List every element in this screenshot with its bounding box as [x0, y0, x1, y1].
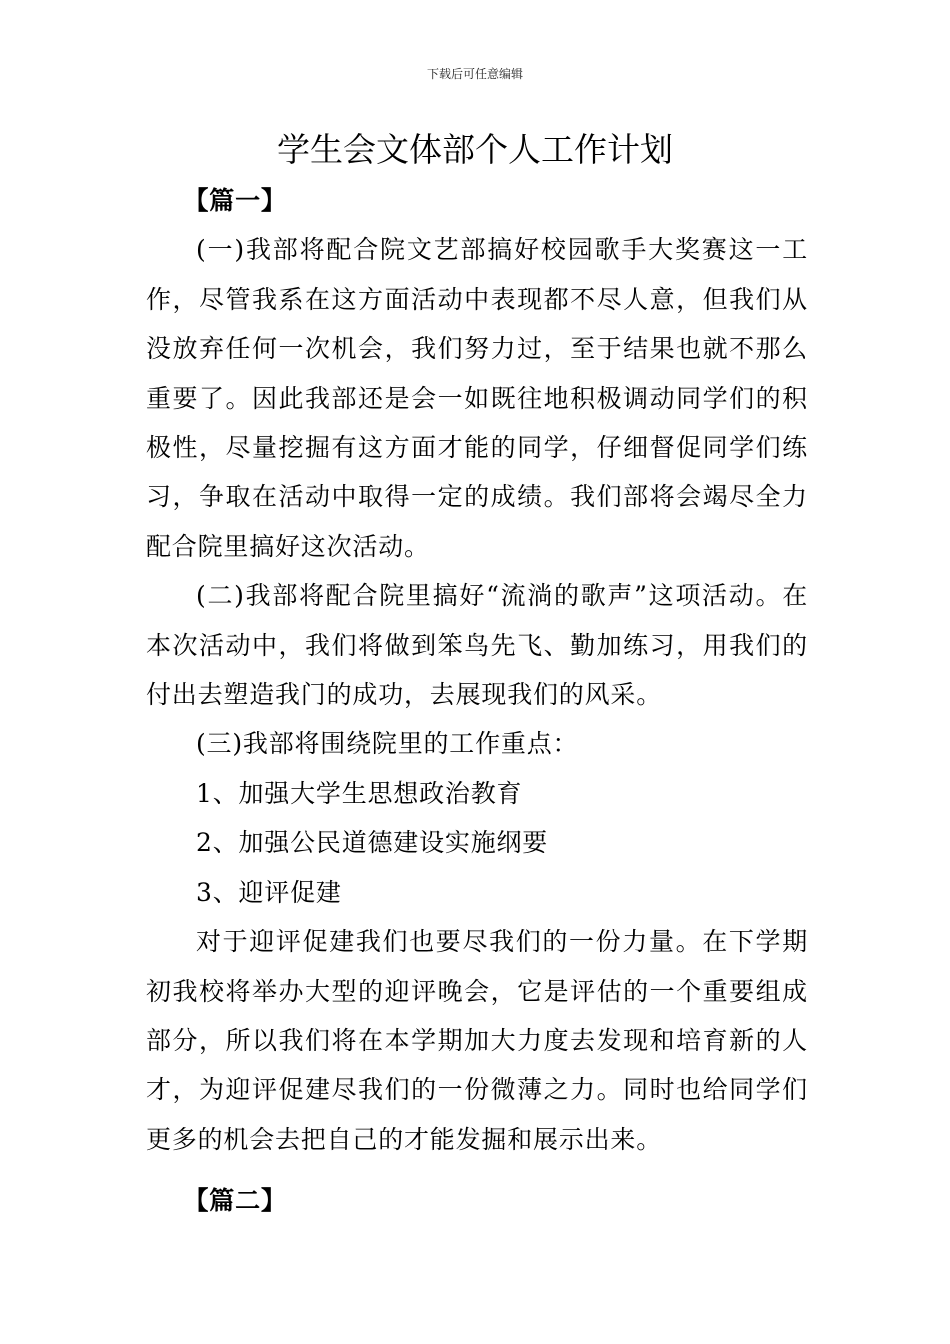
section-heading-1: 【篇一】 — [183, 186, 287, 215]
paragraph-4: 对于迎评促建我们也要尽我们的一份力量。在下学期初我校将举办大型的迎评晚会，它是评估的一个重要组成部分，所以我们将在本学期加大力度去发现和培育新的人才，为迎评促建尽我们的一份微薄之力。同时也给同学们更多的机会去把自己的才能发掘和展示出来。 — [146, 927, 808, 1154]
paragraph-2: (二)我部将配合院里搞好“流淌的歌声”这项活动。在本次活动中，我们将做到笨鸟先飞、勤加练习，用我们的付出去塑造我门的成功，去展现我们的风采。 — [146, 581, 808, 710]
list-item-3: 3、迎评促建 — [196, 877, 342, 907]
document-body — [146, 176, 808, 1226]
list-item-2: 2、加强公民道德建设实施纲要 — [196, 828, 549, 858]
section-heading-2: 【篇二】 — [183, 1186, 287, 1216]
document-title: 学生会文体部个人工作计划 — [277, 130, 673, 169]
page-header-note: 下载后可任意编辑 — [426, 67, 523, 81]
list-item-1: 1、加强大学生思想政治教育 — [196, 778, 523, 808]
paragraph-1: (一)我部将配合院文艺部搞好校园歌手大奖赛这一工作，尽管我系在这方面活动中表现都不尽人意，但我们从没放弃任何一次机会，我们努力过，至于结果也就不那么重要了。因此我部还是会一如既往地积极调动同学们的积极性，尽量挖掘有这方面才能的同学，仔细督促同学们练习，争取在活动中取得一定的成绩。我们部将会竭尽全力配合院里搞好这次活动。 — [146, 235, 808, 561]
paragraph-3: (三)我部将围绕院里的工作重点： — [196, 729, 579, 759]
